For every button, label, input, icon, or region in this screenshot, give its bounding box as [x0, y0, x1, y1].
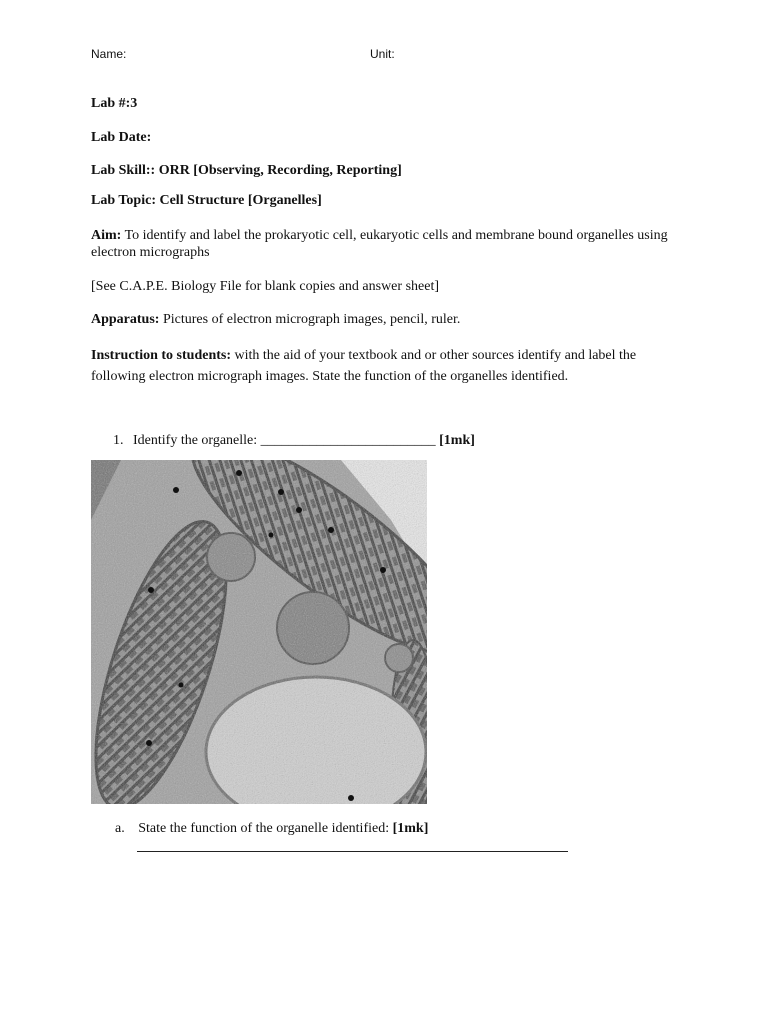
lab-topic: Lab Topic: Cell Structure [Organelles]	[91, 193, 322, 208]
question-1a-marks: [1mk]	[392, 821, 429, 836]
instruction-paragraph	[91, 345, 683, 387]
question-1a	[115, 820, 715, 837]
instruction-text: with the aid of your textbook and or other sources identify and label the following electron micrograph images. State the function of the organelles identified.	[91, 348, 637, 384]
lab-skill: Lab Skill:: ORR [Observing, Recording, Reporting]	[91, 163, 402, 178]
aim-text: To identify and label the prokaryotic cell, eukaryotic cells and membrane bound organelles using electron micrographs	[91, 228, 668, 260]
apparatus-text: Pictures of electron micrograph images, pencil, ruler.	[162, 312, 461, 327]
instruction-label: Instruction to students:	[91, 348, 232, 363]
answer-line	[137, 851, 568, 852]
question-1	[113, 432, 713, 449]
question-1a-text: State the function of the organelle identified:	[138, 821, 390, 836]
question-1-marks: [1mk]	[439, 433, 475, 448]
unit-label: Unit:	[370, 47, 395, 61]
apparatus-paragraph	[91, 311, 691, 328]
aim-paragraph	[91, 227, 691, 261]
name-label: Name:	[91, 47, 127, 61]
file-note: [See C.A.P.E. Biology File for blank copies and answer sheet]	[91, 279, 439, 294]
micrograph-svg	[91, 460, 427, 804]
apparatus-label: Apparatus:	[91, 312, 160, 327]
lab-date-label: Lab Date:	[91, 130, 152, 145]
electron-micrograph-image	[91, 460, 427, 804]
aim-label: Aim:	[91, 228, 122, 243]
question-1a-letter: a.	[115, 821, 125, 836]
question-1-number: 1.	[113, 433, 124, 448]
question-1-text: Identify the organelle: _________________________	[133, 433, 436, 448]
lab-number: Lab #:3	[91, 96, 138, 111]
